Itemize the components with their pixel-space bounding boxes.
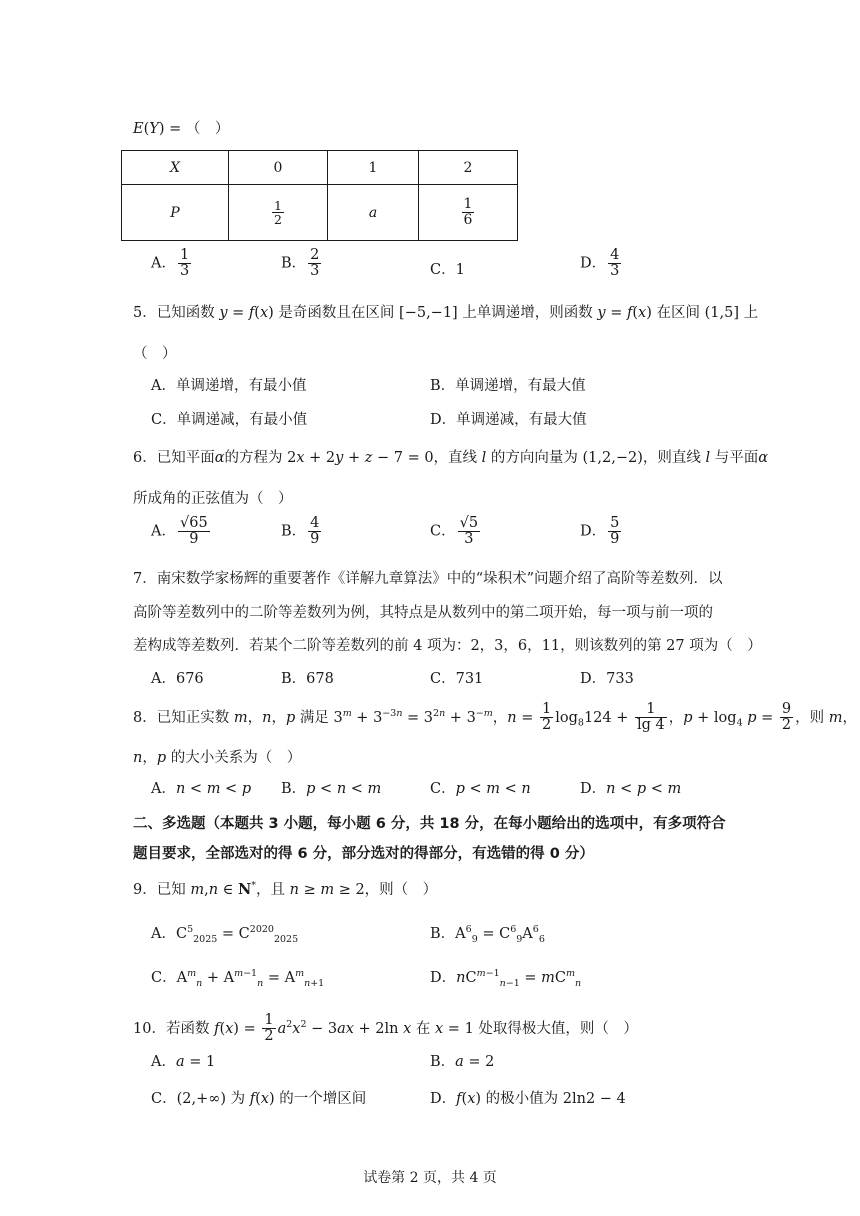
q9-option-b: B．$A^6_9 = C^6_9A^6_6$: [430, 924, 545, 945]
q4-option-d: D． $\frac{4}{3}$: [580, 247, 620, 280]
q7-option-c: C．731: [430, 671, 484, 687]
q4-option-c: C．1: [430, 262, 465, 278]
q6-option-c: C． $\frac{√5}{3}$: [430, 515, 479, 548]
table-cell: 2: [419, 151, 518, 185]
table-cell: P: [122, 185, 229, 241]
q4-option-b: B． $\frac{2}{3}$: [281, 247, 320, 280]
q6-option-a: A． $\frac{√65}{9}$: [151, 515, 208, 548]
table-row: [122, 151, 518, 185]
q5-option-c: C．单调递减，有最小值: [151, 412, 308, 428]
table-cell: $\frac{1}{6}$: [419, 185, 518, 241]
q8-option-b: B．p < n < m: [281, 781, 382, 797]
q10-option-b: B．a = 2: [430, 1054, 495, 1070]
q9-option-d: D．$nC^{m-1}_{n-1} = mC^m_n$: [430, 968, 582, 989]
q7-stem-line2: 高阶等差数列中的二阶等差数列为例，其特点是从数列中的第二项开始，每一项与前一项的: [133, 605, 713, 621]
section-heading-line1: 二、多选题（本题共 3 小题，每小题 6 分，共 18 分，在每小题给出的选项中，有多项符合: [133, 816, 726, 832]
q8-option-a: A．n < m < p: [151, 781, 252, 797]
distribution-table: [121, 150, 518, 241]
q8-option-c: C．p < m < n: [430, 781, 531, 797]
q7-option-d: D．733: [580, 671, 634, 687]
q6-stem-line2: 所成角的正弦值为（ ）: [133, 491, 293, 507]
q5-stem: 5．已知函数 y = f(x) 是奇函数且在区间 [−5,−1] 上单调递增，则函数 y = f(x) 在区间 (1,5] 上: [133, 305, 759, 321]
q9-option-c: C．$A^m_n + A^{m-1}_n = A^m_{n+1}$: [151, 968, 325, 989]
q5-bracket: （ ）: [133, 346, 177, 362]
q6-option-b: B． $\frac{4}{9}$: [281, 515, 320, 548]
q9-option-a: A．$C^5_{2025} = C^{2020}_{2025}$: [151, 924, 299, 945]
q5-option-a: A．单调递增，有最小值: [151, 378, 307, 394]
q7-option-a: A．676: [151, 671, 204, 687]
q9-stem: 9．已知 m,n ∈ N*，且 n ≥ m ≥ 2，则（ ）: [133, 880, 438, 898]
section-heading-line2: 题目要求，全部选对的得 6 分，部分选对的得部分，有选错的得 0 分）: [133, 846, 594, 862]
q6-stem: 6．已知平面α的方程为 2x + 2y + z − 7 = 0，直线 l 的方向向量为 (1,2,−2)，则直线 l 与平面α: [133, 450, 769, 466]
q10-option-a: A．a = 1: [151, 1054, 216, 1070]
q8-stem: 8．已知正实数 m，n，p 满足 $3^m + 3^{-3n} = 3^{2n} + 3^{-m}$，n = $\frac{1}{2}$ $\log_8124$ + $\frac{1}{\lg 4}$ ，$p + \log_4 p$ = $\frac{9}{2}$ ，则 m，: [133, 701, 857, 734]
q7-stem-line3: 差构成等差数列．若某个二阶等差数列的前 4 项为：2，3，6，11，则该数列的第 27 项为（ ）: [133, 638, 762, 654]
q10-option-c: C．(2,+∞) 为 f(x) 的一个增区间: [151, 1091, 367, 1107]
table-cell: $\frac{1}{2}$: [229, 185, 328, 241]
q5-option-b: B．单调递增，有最大值: [430, 378, 586, 394]
q6-option-d: D． $\frac{5}{9}$: [580, 515, 620, 548]
q8-option-d: D．n < p < m: [580, 781, 682, 797]
table-cell: a: [328, 185, 419, 241]
q7-option-b: B．678: [281, 671, 334, 687]
q4-prompt: E(Y) = （ ）: [133, 121, 230, 137]
q10-option-d: D．f(x) 的极小值为 2ln2 − 4: [430, 1091, 626, 1107]
table-row: [122, 185, 518, 241]
q10-stem: 10．若函数 f(x) = $\frac{1}{2}$ $a^2x^2 - 3ax + 2\ln$ x 在 x = 1 处取得极大值，则（ ）: [133, 1012, 638, 1045]
table-cell: X: [122, 151, 229, 185]
table-cell: 1: [328, 151, 419, 185]
table-cell: 0: [229, 151, 328, 185]
q5-option-d: D．单调递减，有最大值: [430, 412, 587, 428]
q7-stem-line1: 7．南宋数学家杨辉的重要著作《详解九章算法》中的“垛积术”问题介绍了高阶等差数列．以: [133, 571, 723, 587]
q4-option-a: A． $\frac{1}{3}$: [151, 247, 190, 280]
page-footer: 试卷第 2 页，共 4 页: [363, 1170, 497, 1186]
q8-stem-line2: n，p 的大小关系为（ ）: [133, 750, 302, 766]
